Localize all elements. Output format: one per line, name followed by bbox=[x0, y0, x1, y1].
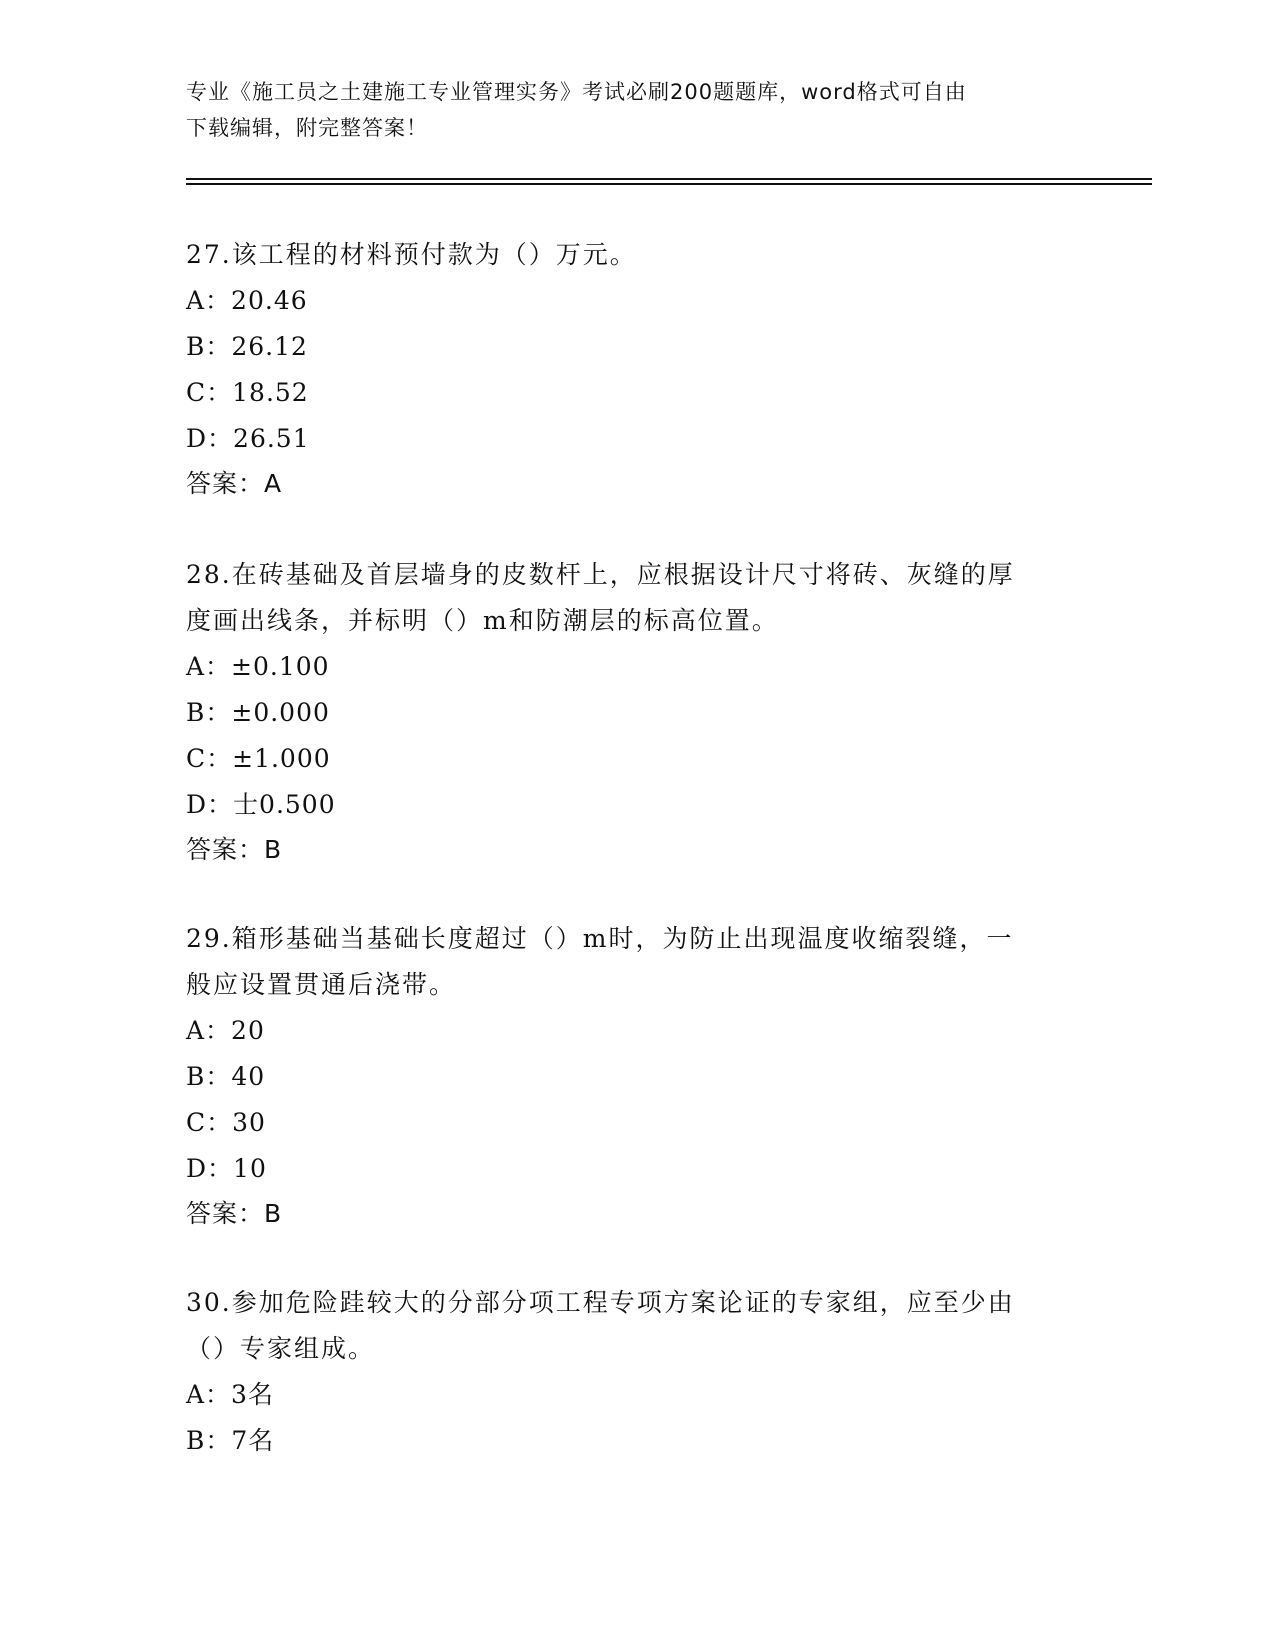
header-divider-bottom bbox=[186, 183, 1152, 185]
question-stem-line-2: 般应设置贯通后浇带。 bbox=[186, 970, 457, 999]
option-c: C：±1.000 bbox=[186, 744, 331, 773]
header-line-2: 下载编辑，附完整答案！ bbox=[186, 116, 428, 140]
header-line-1: 专业《施工员之土建施工专业管理实务》考试必刷200题题库，word格式可自由 bbox=[186, 80, 967, 104]
question-stem-line-1: 28.在砖基础及首层墙身的皮数杆上，应根据设计尺寸将砖、灰缝的厚 bbox=[186, 560, 1015, 589]
option-a: A：20 bbox=[186, 1016, 265, 1045]
document-header bbox=[186, 74, 1086, 146]
option-d: D：10 bbox=[186, 1154, 267, 1183]
question-27 bbox=[186, 232, 1086, 506]
option-b: B：26.12 bbox=[186, 332, 308, 361]
question-stem: 27.该工程的材料预付款为（）万元。 bbox=[186, 240, 637, 269]
option-a: A：±0.100 bbox=[186, 652, 330, 681]
header-divider-top bbox=[186, 178, 1152, 180]
answer: 答案：A bbox=[186, 469, 283, 498]
option-b: B：7名 bbox=[186, 1426, 275, 1455]
option-c: C：30 bbox=[186, 1108, 266, 1137]
question-stem-line-1: 30.参加危险跬较大的分部分项工程专项方案论证的专家组，应至少由 bbox=[186, 1288, 1015, 1317]
question-28 bbox=[186, 552, 1086, 872]
option-a: A：20.46 bbox=[186, 286, 308, 315]
option-d: D：士0.500 bbox=[186, 790, 336, 819]
answer: 答案：B bbox=[186, 1199, 283, 1228]
question-stem-line-2: （）专家组成。 bbox=[186, 1334, 376, 1363]
option-d: D：26.51 bbox=[186, 424, 310, 453]
question-29 bbox=[186, 916, 1086, 1236]
option-a: A：3名 bbox=[186, 1380, 274, 1409]
question-stem-line-1: 29.箱形基础当基础长度超过（）m时，为防止出现温度收缩裂缝，一 bbox=[186, 924, 1014, 953]
option-b: B：±0.000 bbox=[186, 698, 330, 727]
option-c: C：18.52 bbox=[186, 378, 309, 407]
question-30 bbox=[186, 1280, 1086, 1464]
question-stem-line-2: 度画出线条，并标明（）m和防潮层的标高位置。 bbox=[186, 606, 779, 635]
option-b: B：40 bbox=[186, 1062, 266, 1091]
answer: 答案：B bbox=[186, 835, 283, 864]
